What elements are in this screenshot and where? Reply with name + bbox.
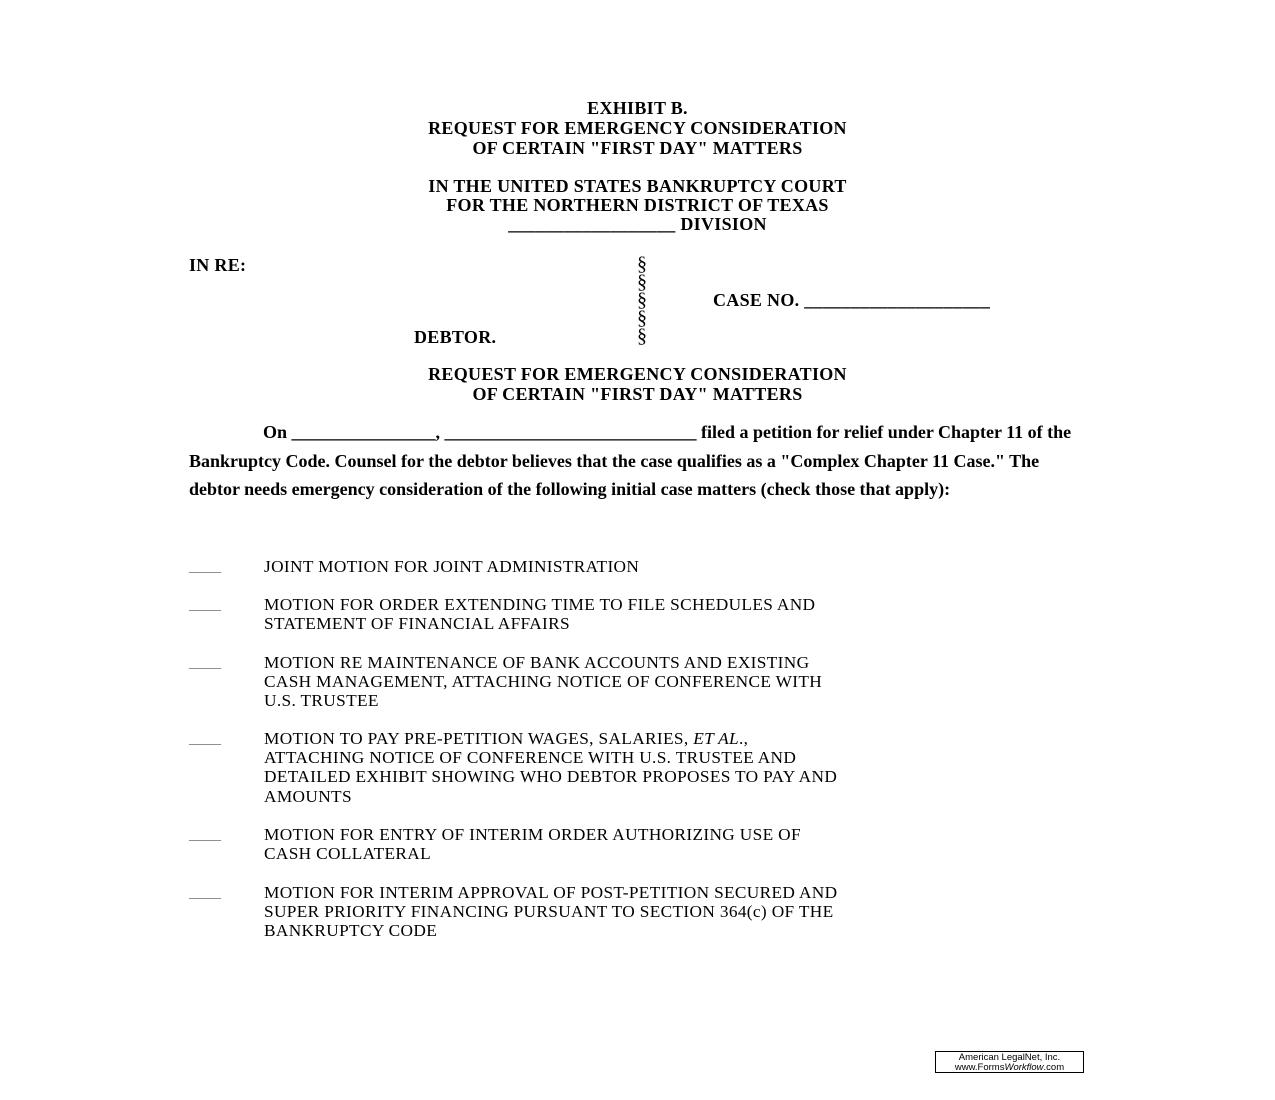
check-blank: ____ <box>189 558 221 575</box>
publisher-url-suffix: .com <box>1043 1061 1065 1073</box>
body-paragraph-text: On ________________, ____________________________ filed a petition for relief under Chapter 11 of the Bankruptcy Code. Counsel for the debtor believes that the case qualifies as a "Complex Chapter 11 Case." The debtor needs emergency consideration of the following initial case matters (check those that apply): <box>189 422 1072 500</box>
division-line: __________________ DIVISION <box>508 214 767 234</box>
checklist-item-italic: ET AL <box>693 729 740 748</box>
document-title-line-1: REQUEST FOR EMERGENCY CONSIDERATION <box>428 118 847 138</box>
checklist-item-text-part: ., ATTACHING NOTICE OF CONFERENCE WITH U.S. TRUSTEE AND DETAILED EXHIBIT SHOWING WHO DEBTOR PROPOSES TO PAY AND AMOUNTS <box>264 729 838 806</box>
body-paragraph <box>189 418 1089 504</box>
checklist-item-text: MOTION RE MAINTENANCE OF BANK ACCOUNTS AND EXISTING CASH MANAGEMENT, ATTACHING NOTICE OF CONFERENCE WITH U.S. TRUSTEE <box>264 653 823 711</box>
section-symbol: § <box>637 325 647 347</box>
publisher-badge <box>935 1051 1084 1073</box>
case-number-field: CASE NO. ____________________ <box>713 290 991 310</box>
debtor-label: DEBTOR. <box>414 327 497 347</box>
request-title-line-1: REQUEST FOR EMERGENCY CONSIDERATION <box>428 364 847 384</box>
checklist-item-text <box>264 729 1094 806</box>
court-name-line-2: FOR THE NORTHERN DISTRICT OF TEXAS <box>446 195 829 215</box>
request-title-line-2: OF CERTAIN "FIRST DAY" MATTERS <box>472 384 803 404</box>
publisher-url-prefix: www.Forms <box>954 1061 1005 1073</box>
check-blank: ____ <box>189 730 221 747</box>
publisher-url <box>936 1063 1083 1073</box>
publisher-url-italic: Workflow <box>1004 1061 1044 1073</box>
section-symbol: § <box>637 307 647 329</box>
check-blank: ____ <box>189 654 221 671</box>
check-blank: ____ <box>189 884 221 901</box>
in-re-label: IN RE: <box>189 255 247 275</box>
section-symbol: § <box>637 271 647 293</box>
check-blank: ____ <box>189 826 221 843</box>
document-title-line-2: OF CERTAIN "FIRST DAY" MATTERS <box>472 138 803 158</box>
checklist-item-text: JOINT MOTION FOR JOINT ADMINISTRATION <box>264 557 640 576</box>
court-name-line-1: IN THE UNITED STATES BANKRUPTCY COURT <box>428 176 847 196</box>
check-blank: ____ <box>189 596 221 613</box>
checklist-item-text: MOTION FOR ORDER EXTENDING TIME TO FILE SCHEDULES AND STATEMENT OF FINANCIAL AFFAIRS <box>264 595 816 634</box>
section-symbol: § <box>637 253 647 275</box>
checklist-item-text: MOTION FOR ENTRY OF INTERIM ORDER AUTHORIZING USE OF CASH COLLATERAL <box>264 825 801 864</box>
checklist-item-text-part: MOTION TO PAY PRE-PETITION WAGES, SALARIES, <box>264 729 694 748</box>
section-symbol: § <box>637 289 647 311</box>
publisher-name: American LegalNet, Inc. <box>958 1052 1061 1063</box>
exhibit-label: EXHIBIT B. <box>587 98 688 118</box>
checklist-item-text: MOTION FOR INTERIM APPROVAL OF POST-PETITION SECURED AND SUPER PRIORITY FINANCING PURSUANT TO SECTION 364(c) OF THE BANKRUPTCY CODE <box>264 883 838 941</box>
